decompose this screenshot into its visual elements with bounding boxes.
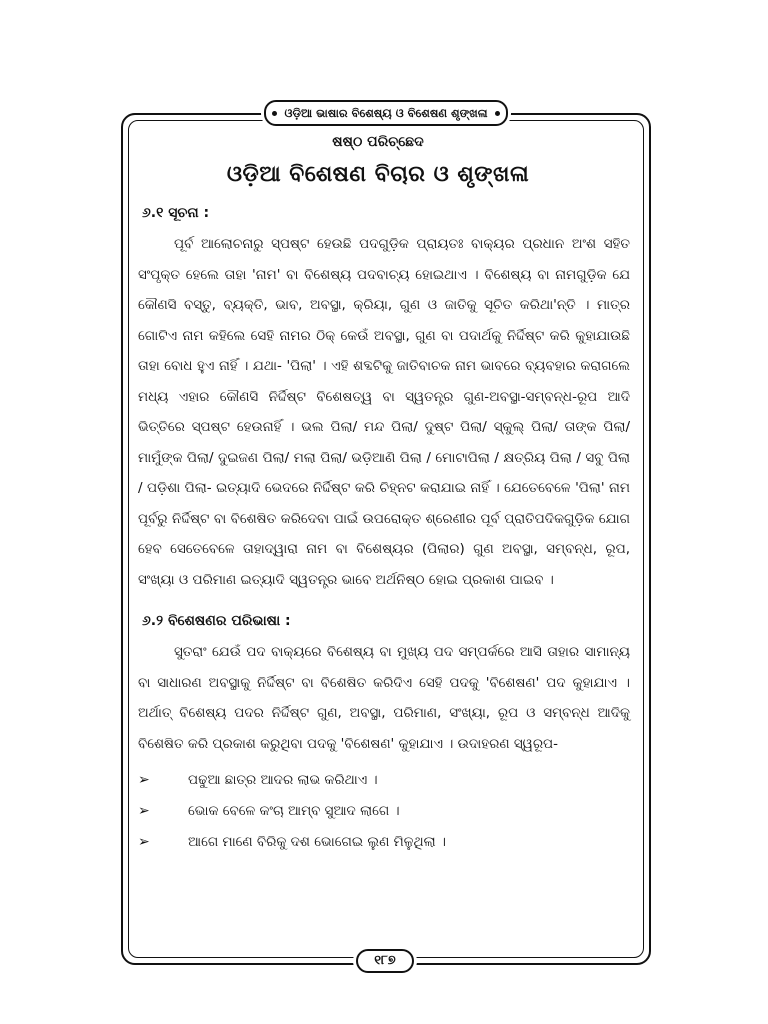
chapter-label: ଷଷ୍ଠ ପରିଚ୍ଛେଦ: [332, 134, 424, 150]
arrowhead-bullet-icon: ➢: [138, 834, 150, 850]
section-paragraph-introduction: ପୂର୍ବ ଆଲୋଚନାରୁ ସ୍ପଷ୍ଟ ହେଉଛି ପଦଗୁଡ଼ିକ ପ୍ରାୟତଃ ବାକ୍ୟର ପ୍ରଧାନ ଅଂଶ ସହିତ ସଂପୃକ୍ତ ହେଲେ ତାହା 'ନାମ' ବା ବିଶେଷ୍ୟ ପଦବାଚ୍ୟ ହୋଇଥାଏ । ବିଶେଷ୍ୟ ବା ନାମଗୁଡ଼ିକ ଯେ କୌଣସି ବସ୍ତୁ, ବ୍ୟକ୍ତି, ଭାବ, ଅବସ୍ଥା, କ୍ରିୟା, ଗୁଣ ଓ ଜାତିକୁ ସୂଚିତ କରିଥା'ନ୍ତି । ମାତ୍ର ଗୋଟିଏ ନାମ କହିଲେ ସେହି ନାମର ଠିକ୍ କେଉଁ ଅବସ୍ଥା, ଗୁଣ ବା ପଦାର୍ଥକୁ ନିର୍ଦ୍ଦିଷ୍ଟ କରି କୁହାଯାଉଛି ତାହା ବୋଧ ହୁଏ ନାହିଁ । ଯଥା- 'ପିଲା' । ଏହି ଶବ୍ଦଟିକୁ ଜାତିବାଚକ ନାମ ଭାବରେ ବ୍ୟବହାର କରାଗଲେ ମଧ୍ୟ ଏହାର କୌଣସି ନିର୍ଦ୍ଦିଷ୍ଟ ବିଶେଷତ୍ୱ ବା ସ୍ୱତନ୍ତ୍ର ଗୁଣ-ଅବସ୍ଥା-ସମ୍ବନ୍ଧ-ରୂପ ଆଦି ଭିତ୍ତିରେ ସ୍ପଷ୍ଟ ହେଉନାହିଁ । ଭଲ ପିଲା/ ମନ୍ଦ ପିଲା/ ଦୁଷ୍ଟ ପିଲା/ ସ୍କୁଲ୍ ପିଲା/ ତାଙ୍କ ପିଲା/ ମାମୁଁଙ୍କ ପିଲା/ ଦୁଇଜଣ ପିଲା/ ମଲା ପିଲା/ ଭଡ଼ିଆଣି ପିଲା / ମୋଟାପିଲା / କ୍ଷତ୍ରିୟ ପିଲା / ସବୁ ପିଲା / ପଡ଼ିଶା ପିଲା- ଇତ୍ୟାଦି ଭେଦରେ ନିର୍ଦ୍ଦିଷ୍ଟ କରି ଚିହ୍ନଟ କରାଯାଇ ନାହିଁ । ଯେତେବେଳେ 'ପିଲା' ନାମ ପୂର୍ବରୁ ନିର୍ଦ୍ଦିଷ୍ଟ ବା ବିଶେଷିତ କରିଦେବା ପାଇଁ ଉପରୋକ୍ତ ଶ୍ରେଣୀର ପୂର୍ବ ପ୍ରାତିପଦିକଗୁଡ଼ିକ ଯୋଗ ହେବ ସେତେବେଳେ ତାହାଦ୍ୱାରା ନାମ ବା ବିଶେଷ୍ୟର (ପିଲାର) ଗୁଣ ଅବସ୍ଥା, ସମ୍ବନ୍ଧ, ରୂପ, ସଂଖ୍ୟା ଓ ପରିମାଣ ଇତ୍ୟାଦି ସ୍ୱତନ୍ତ୍ର ଭାବେ ଅର୍ଥନିଷ୍ଠ ହୋଇ ପ୍ରକାଶ ପାଇବ ।: [138, 236, 630, 588]
example-text: ଭୋକ ବେଳେ କଂଚା ଆମ୍ବ ସୁଆଦ ଲାଗେ ।: [188, 803, 400, 819]
section-heading-introduction: ୬.୧ ସୂଚନା :: [142, 205, 210, 221]
list-item: [138, 796, 628, 827]
list-item: [138, 827, 628, 858]
example-list: [138, 765, 628, 858]
arrowhead-bullet-icon: ➢: [138, 803, 150, 819]
section-heading-definition: ୬.୨ ବିଶେଷଣର ପରିଭାଷା :: [142, 613, 291, 629]
arrowhead-bullet-icon: ➢: [138, 772, 150, 788]
section-paragraph-definition: ସୁତରାଂ ଯେଉଁ ପଦ ବାକ୍ୟରେ ବିଶେଷ୍ୟ ବା ମୁଖ୍ୟ ପଦ ସମ୍ପର୍କରେ ଆସି ତାହାର ସାମାନ୍ୟ ବା ସାଧାରଣ ଅବସ୍ଥାକୁ ନିର୍ଦ୍ଦିଷ୍ଟ ବା ବିଶେଷିତ କରିଦିଏ ସେହି ପଦକୁ 'ବିଶେଷଣ' ପଦ କୁହାଯାଏ । ଅର୍ଥାତ୍ ବିଶେଷ୍ୟ ପଦର ନିର୍ଦ୍ଦିଷ୍ଟ ଗୁଣ, ଅବସ୍ଥା, ପରିମାଣ, ସଂଖ୍ୟା, ରୂପ ଓ ସମ୍ବନ୍ଧ ଆଦିକୁ ବିଶେଷିତ କରି ପ୍ରକାଶ କରୁଥିବା ପଦକୁ 'ବିଶେଷଣ' କୁହାଯାଏ । ଉଦାହରଣ ସ୍ୱରୂପ-: [138, 644, 630, 752]
example-text: ଆଗେ ମାଣେ ବିରିକୁ ଦଶ ଭୋଗେଇ ଲୁଣ ମିଳୁଥିଲା ।: [188, 834, 446, 850]
list-item: [138, 765, 628, 796]
chapter-title: ଓଡ଼ିଆ ବିଶେଷଣ ବିଚାର ଓ ଶୃଙ୍ଖଳା: [226, 162, 530, 187]
page-content: [128, 128, 628, 858]
example-text: ପଢୁଆ ଛାତ୍ର ଆଦର ଲାଭ କରିଥାଏ ।: [188, 772, 378, 788]
running-header: ଓଡ଼ିଆ ଭାଷାର ବିଶେଷ୍ୟ ଓ ବିଶେଷଣ ଶୃଙ୍ଖଳା: [264, 100, 508, 126]
page-number: ୧୮୭: [356, 949, 414, 973]
